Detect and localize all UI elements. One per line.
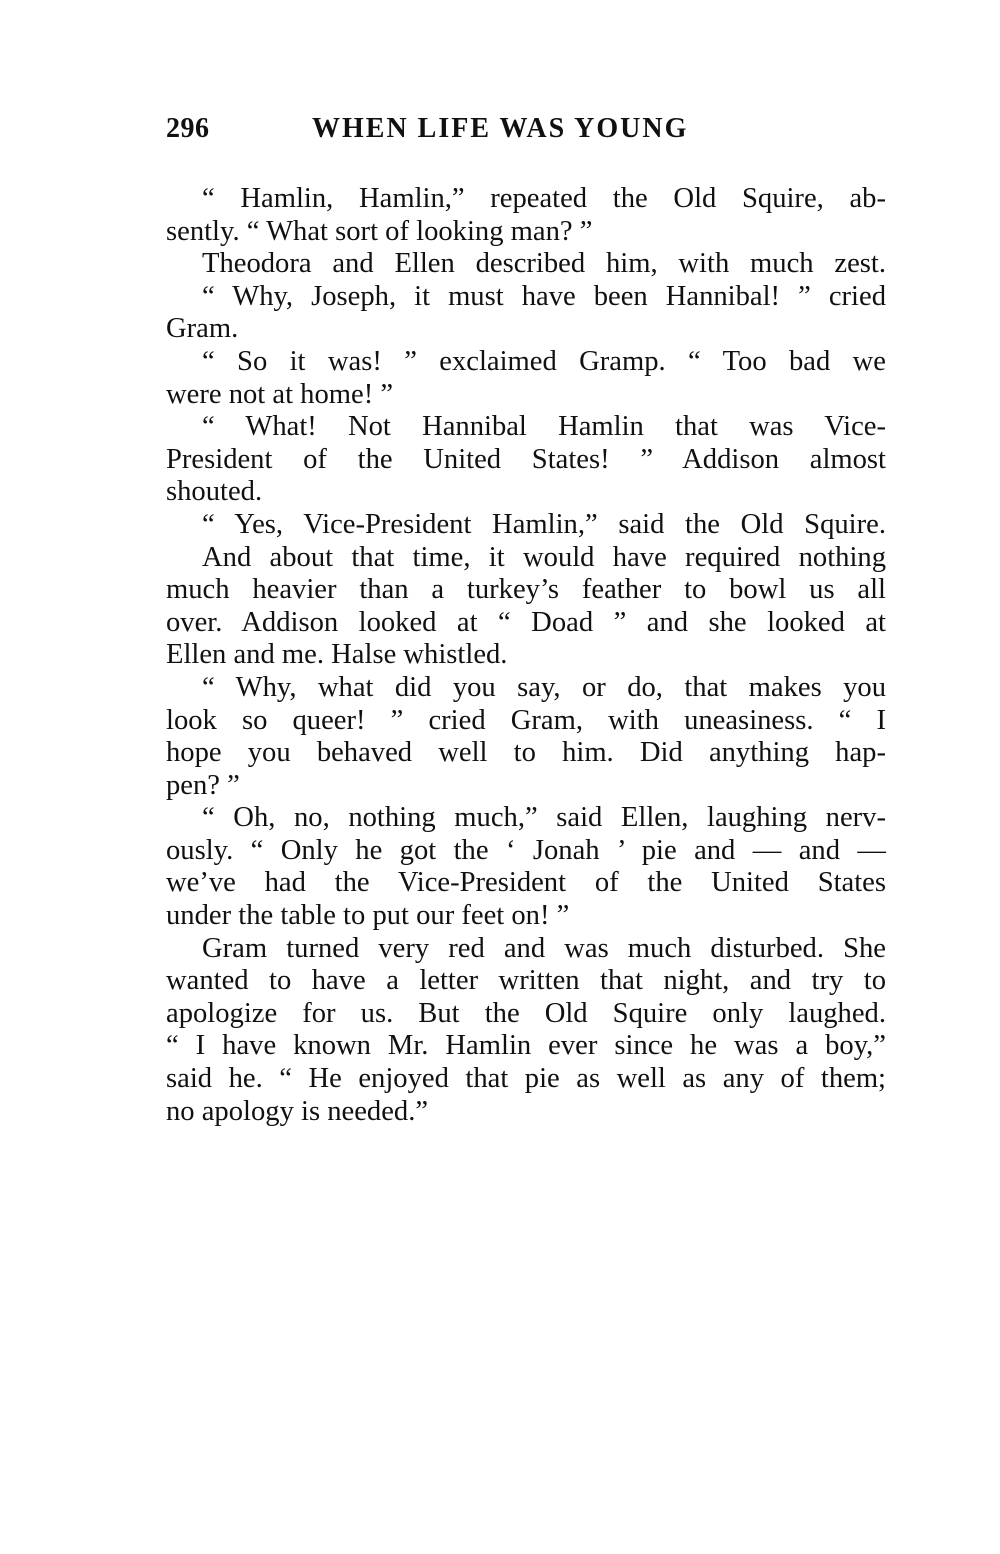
text-line: no apology is needed.” bbox=[166, 1095, 429, 1127]
text-line: Ellen and me. Halse whistled. bbox=[166, 639, 508, 671]
text-line: Theodora and Ellen described him, with much zest. bbox=[202, 248, 886, 280]
text-line: said he. “ He enjoyed that pie as well as any of them; bbox=[166, 1063, 886, 1095]
text-line: “ What! Not Hannibal Hamlin that was Vice- bbox=[202, 411, 886, 443]
text-line: And about that time, it would have required nothing bbox=[202, 541, 886, 573]
text-line: under the table to put our feet on! ” bbox=[166, 900, 570, 932]
text-line: President of the United States! ” Addison almost bbox=[166, 443, 886, 475]
book-title: WHEN LIFE WAS YOUNG bbox=[312, 113, 689, 144]
running-head bbox=[166, 113, 886, 153]
text-line: apologize for us. But the Old Squire only laughed. bbox=[166, 997, 886, 1029]
text-line: Gram. bbox=[166, 313, 239, 345]
text-line: “ Oh, no, nothing much,” said Ellen, laughing nerv- bbox=[202, 802, 886, 834]
text-line: “ Why, Joseph, it must have been Hannibal! ” cried bbox=[202, 280, 886, 312]
text-line: hope you behaved well to him. Did anything hap- bbox=[166, 737, 886, 769]
text-line: pen? ” bbox=[166, 769, 240, 801]
text-line: wanted to have a letter written that night, and try to bbox=[166, 965, 886, 997]
text-line: shouted. bbox=[166, 476, 263, 508]
text-line: we’ve had the Vice-President of the United States bbox=[166, 867, 886, 899]
text-line: “ Why, what did you say, or do, that makes you bbox=[202, 671, 886, 703]
text-line: ously. “ Only he got the ‘ Jonah ’ pie and — and — bbox=[166, 834, 886, 866]
text-line: “ I have known Mr. Hamlin ever since he was a boy,” bbox=[166, 1030, 886, 1062]
text-line: were not at home! ” bbox=[166, 378, 394, 410]
text-line: over. Addison looked at “ Doad ” and she looked at bbox=[166, 606, 886, 638]
text-line: sently. “ What sort of looking man? ” bbox=[166, 215, 593, 247]
text-line: much heavier than a turkey’s feather to bowl us all bbox=[166, 574, 886, 606]
page-number: 296 bbox=[166, 113, 210, 144]
text-line: Gram turned very red and was much disturbed. She bbox=[202, 932, 886, 964]
body-text bbox=[166, 183, 886, 1128]
text-line: “ Hamlin, Hamlin,” repeated the Old Squire, ab- bbox=[202, 183, 886, 214]
text-line: “ So it was! ” exclaimed Gramp. “ Too bad we bbox=[202, 345, 886, 377]
text-line: look so queer! ” cried Gram, with uneasiness. “ I bbox=[166, 704, 886, 736]
text-line: “ Yes, Vice-President Hamlin,” said the Old Squire. bbox=[202, 508, 886, 540]
